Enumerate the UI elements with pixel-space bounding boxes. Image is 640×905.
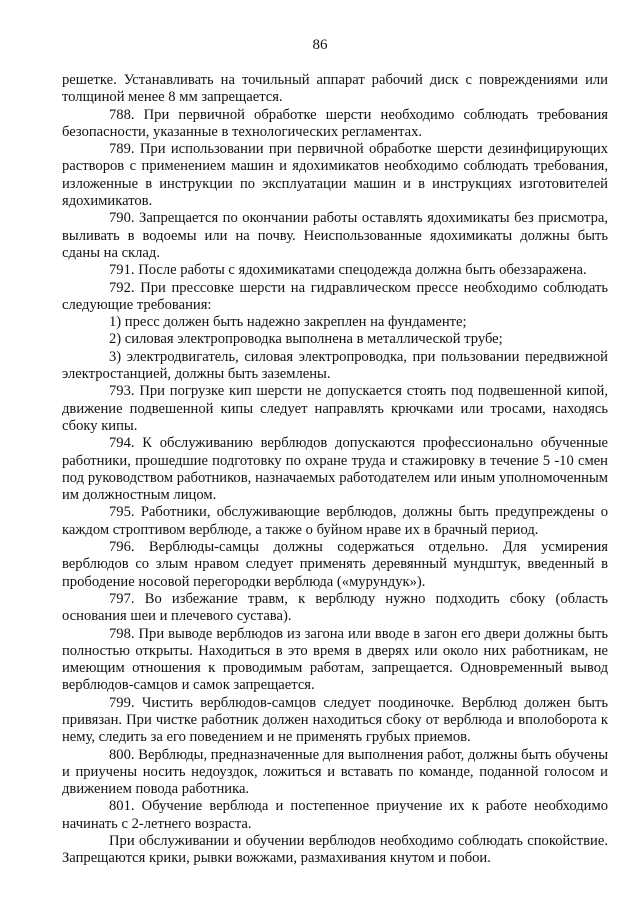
paragraph: 793. При погрузке кип шерсти не допускается стоять под подвешенной кипой, движение подвешенной кипы следует направлять крючками или тросами, находясь сбоку кипы. bbox=[62, 383, 608, 434]
paragraph: 801. Обучение верблюда и постепенное приучение их к работе необходимо начинать с 2-летнего возраста. bbox=[62, 798, 608, 832]
paragraph: 797. Во избежание травм, к верблюду нужно подходить сбоку (область основания шеи и плечевого сустава). bbox=[62, 590, 608, 625]
paragraph: 799. Чистить верблюдов-самцов следует поодиночке. Верблюд должен быть привязан. При чистке работник должен находиться сбоку от верблюда и вполоборота к нему, следить за его поведением и не применять грубых приемов. bbox=[62, 694, 608, 746]
paragraph: 798. При выводе верблюдов из загона или вводе в загон его двери должны быть полностью открыты. Находиться в это время в дверях или около них работникам, не имеющим отношения к проводимым работам, запрещается. Одновременный вывод верблюдов-самцов и самок запрещается. bbox=[62, 625, 608, 694]
paragraph: 796. Верблюды-самцы должны содержаться отдельно. Для усмирения верблюдов со злым нравом следует применять деревянный мундштук, введенный в прободение носовой перегородки верблюда («мурундук»). bbox=[62, 539, 608, 590]
paragraph: 792. При прессовке шерсти на гидравлическом прессе необходимо соблюдать следующие требования: bbox=[62, 279, 608, 313]
paragraph: 789. При использовании при первичной обработке шерсти дезинфицирующих растворов с применением машин и ядохимикатов необходимо соблюдать требования, изложенные в инструкции по эксплуатации машин и в инструкциях изготовителей ядохимикатов. bbox=[62, 141, 608, 210]
document-body bbox=[62, 72, 608, 868]
paragraph: 3) электродвигатель, силовая электропроводка, при пользовании передвижной электростанцией, должны быть заземлены. bbox=[62, 348, 608, 383]
paragraph: 1) пресс должен быть надежно закреплен на фундаменте; bbox=[109, 314, 467, 331]
paragraph: 788. При первичной обработке шерсти необходимо соблюдать требования безопасности, указанные в технологических регламентах. bbox=[62, 106, 608, 140]
paragraph: 800. Верблюды, предназначенные для выполнения работ, должны быть обучены и приучены носить недоуздок, ложиться и вставать по команде, поданной голосом и движением повода работника. bbox=[62, 746, 608, 798]
paragraph: 794. К обслуживанию верблюдов допускаются профессионально обученные работники, прошедшие подготовку по охране труда и стажировку в течение 5 -10 смен под руководством работников, назначаемых работодателем или иным уполномоченным им должностным лицом. bbox=[62, 435, 608, 504]
paragraph: При обслуживании и обучении верблюдов необходимо соблюдать спокойствие. Запрещаются крики, рывки вожжами, размахивания кнутом и побои. bbox=[62, 833, 608, 867]
paragraph: решетке. Устанавливать на точильный аппарат рабочий диск с повреждениями или толщиной менее 8 мм запрещается. bbox=[62, 72, 608, 106]
paragraph: 790. Запрещается по окончании работы оставлять ядохимикаты без присмотра, выливать в водоемы или на почву. Неиспользованные ядохимикаты должны быть сданы на склад. bbox=[62, 210, 608, 261]
page-number: 86 bbox=[312, 37, 328, 53]
paragraph: 791. После работы с ядохимикатами спецодежда должна быть обеззаражена. bbox=[109, 262, 587, 279]
paragraph: 795. Работники, обслуживающие верблюдов, должны быть предупреждены о каждом строптивом верблюде, а также о буйном нраве их в брачный период. bbox=[62, 504, 608, 538]
paragraph: 2) силовая электропроводка выполнена в металлической трубе; bbox=[109, 331, 503, 348]
